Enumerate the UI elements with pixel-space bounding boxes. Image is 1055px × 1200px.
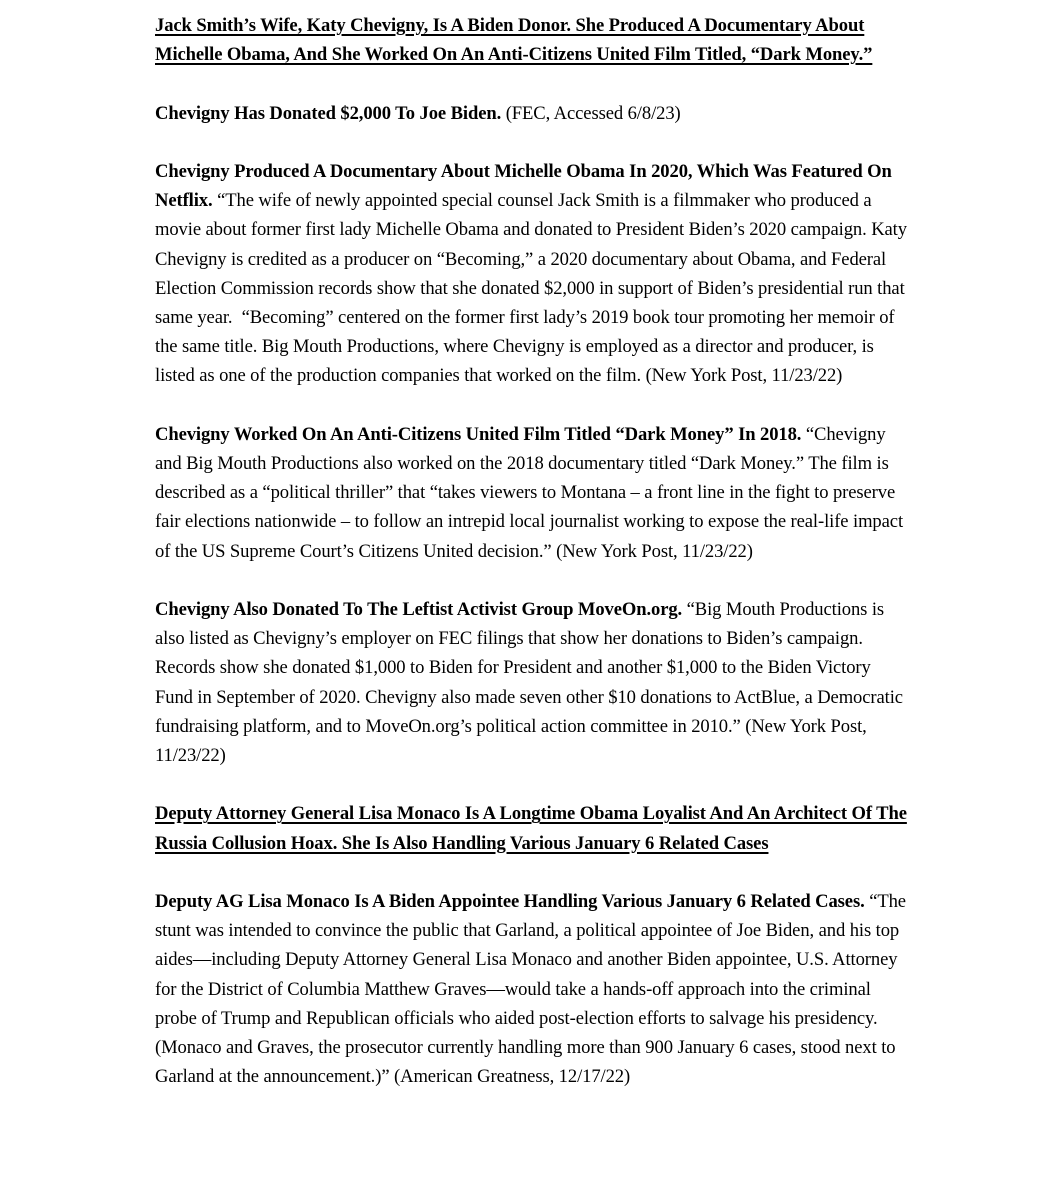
paragraph	[155, 99, 911, 128]
document-page	[155, 11, 911, 1121]
paragraph-lead: Chevigny Has Donated $2,000 To Joe Biden.	[155, 102, 502, 124]
paragraph-body: (FEC, Accessed 6/8/23)	[501, 102, 681, 124]
section-katy-chevigny	[155, 11, 911, 770]
section-heading: Deputy Attorney General Lisa Monaco Is A Longtime Obama Loyalist And An Architect Of The Russia Collusion Hoax. She Is Also Handling Various January 6 Related Cases	[155, 803, 907, 854]
paragraph	[155, 420, 911, 566]
paragraph-lead: Chevigny Worked On An Anti-Citizens United Film Titled “Dark Money” In 2018.	[155, 423, 802, 445]
section-lisa-monaco	[155, 799, 911, 1091]
paragraph-lead: Chevigny Also Donated To The Leftist Activist Group MoveOn.org.	[155, 599, 683, 620]
paragraph-body: “Chevigny and Big Mouth Productions also worked on the 2018 documentary titled “Dark Money.” The film is described as a “political thriller” that “takes viewers to Montana – a front line in the fight to preserve fair elections nationwide – to follow an intrepid local journalist working to expose the real-life impact of the US Supreme Court’s Citizens United decision.” (New York Post, 11/23/22)	[155, 423, 908, 562]
paragraph-body: “The wife of newly appointed special counsel Jack Smith is a filmmaker who produced a movie about former first lady Michelle Obama and donated to President Biden’s 2020 campaign. Katy Chevigny is credited as a producer on “Becoming,” a 2020 documentary about Obama, and Federal Election Commission records show that she donated $2,000 in support of Biden’s presidential run that same year. “Becoming” centered on the former first lady’s 2019 book tour promoting her memoir of the same title. Big Mouth Productions, where Chevigny is employed as a director and producer, is listed as one of the production companies that worked on the film. (New York Post, 11/23/22)	[155, 190, 912, 387]
section-heading: Jack Smith’s Wife, Katy Chevigny, Is A Biden Donor. She Produced A Documentary About Michelle Obama, And She Worked On An Anti-Citizens United Film Titled, “Dark Money.”	[155, 15, 873, 66]
paragraph-body: “Big Mouth Productions is also listed as Chevigny’s employer on FEC filings that show her donations to Biden’s campaign. Records show she donated $1,000 to Biden for President and another $1,000 to the Biden Victory Fund in September of 2020. Chevigny also made seven other $10 donations to ActBlue, a Democratic fundraising platform, and to MoveOn.org’s political action committee in 2010.” (New York Post, 11/23/22)	[155, 599, 908, 767]
paragraph	[155, 595, 911, 770]
paragraph-body: “The stunt was intended to convince the public that Garland, a political appointee of Joe Biden, and his top aides—including Deputy Attorney General Lisa Monaco and another Biden appointee, U.S. Attorney for the District of Columbia Matthew Graves—would take a hands-off approach into the criminal probe of Trump and Republican officials who aided post-election efforts to salvage his presidency. (Monaco and Graves, the prosecutor currently handling more than 900 January 6 cases, stood next to Garland at the announcement.)” (American Greatness, 12/17/22)	[155, 891, 911, 1088]
paragraph-lead: Deputy AG Lisa Monaco Is A Biden Appointee Handling Various January 6 Related Cases.	[155, 891, 865, 912]
paragraph	[155, 887, 911, 1091]
paragraph-lead: Chevigny Produced A Documentary About Michelle Obama In 2020, Which Was Featured On Netflix.	[155, 160, 892, 212]
paragraph	[155, 157, 911, 391]
